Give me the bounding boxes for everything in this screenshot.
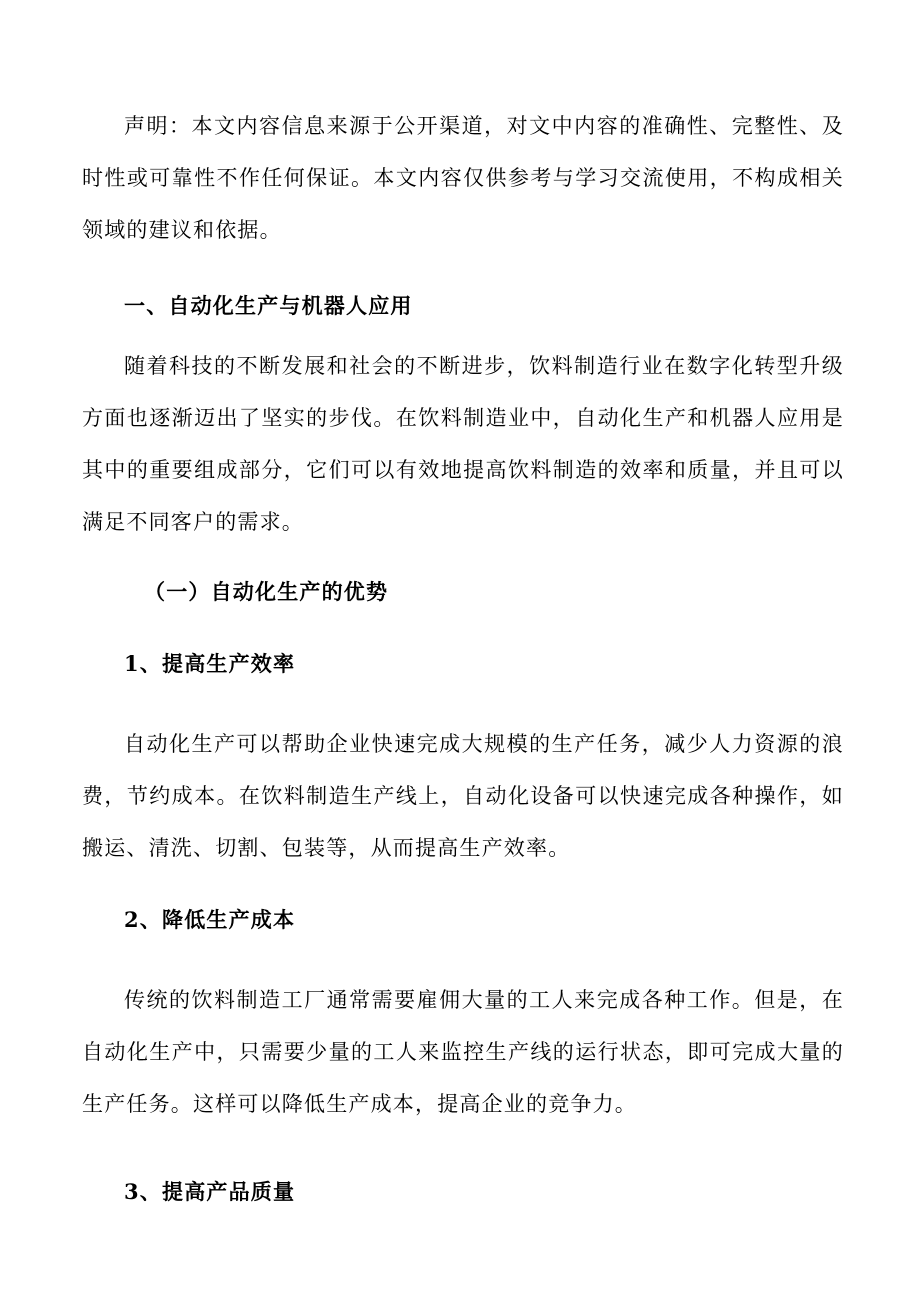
subsection-heading: （一）自动化生产的优势 — [144, 579, 389, 604]
item-title-1: 1、提高生产效率 — [124, 651, 296, 676]
item-title-2: 2、降低生产成本 — [124, 907, 296, 932]
section-heading: 一、自动化生产与机器人应用 — [124, 293, 413, 318]
item-body-2: 传统的饮料制造工厂通常需要雇佣大量的工人来完成各种工作。但是，在自动化生产中，只需要少量的工人来监控生产线的运行状态，即可完成大量的生产任务。这样可以降低生产成本，提高企业的竞争力。 — [82, 988, 844, 1116]
intro-paragraph: 随着科技的不断发展和社会的不断进步，饮料制造行业在数字化转型升级方面也逐渐迈出了坚实的步伐。在饮料制造业中，自动化生产和机器人应用是其中的重要组成部分，它们可以有效地提高饮料制造的效率和质量，并且可以满足不同客户的需求。 — [82, 354, 844, 534]
item-title-3: 3、提高产品质量 — [124, 1179, 296, 1204]
item-body-1: 自动化生产可以帮助企业快速完成大规模的生产任务，减少人力资源的浪费，节约成本。在饮料制造生产线上，自动化设备可以快速完成各种操作，如搬运、清洗、切割、包装等，从而提高生产效率。 — [82, 732, 844, 860]
disclaimer-paragraph: 声明：本文内容信息来源于公开渠道，对文中内容的准确性、完整性、及时性或可靠性不作任何保证。本文内容仅供参考与学习交流使用，不构成相关领域的建议和依据。 — [82, 114, 844, 242]
